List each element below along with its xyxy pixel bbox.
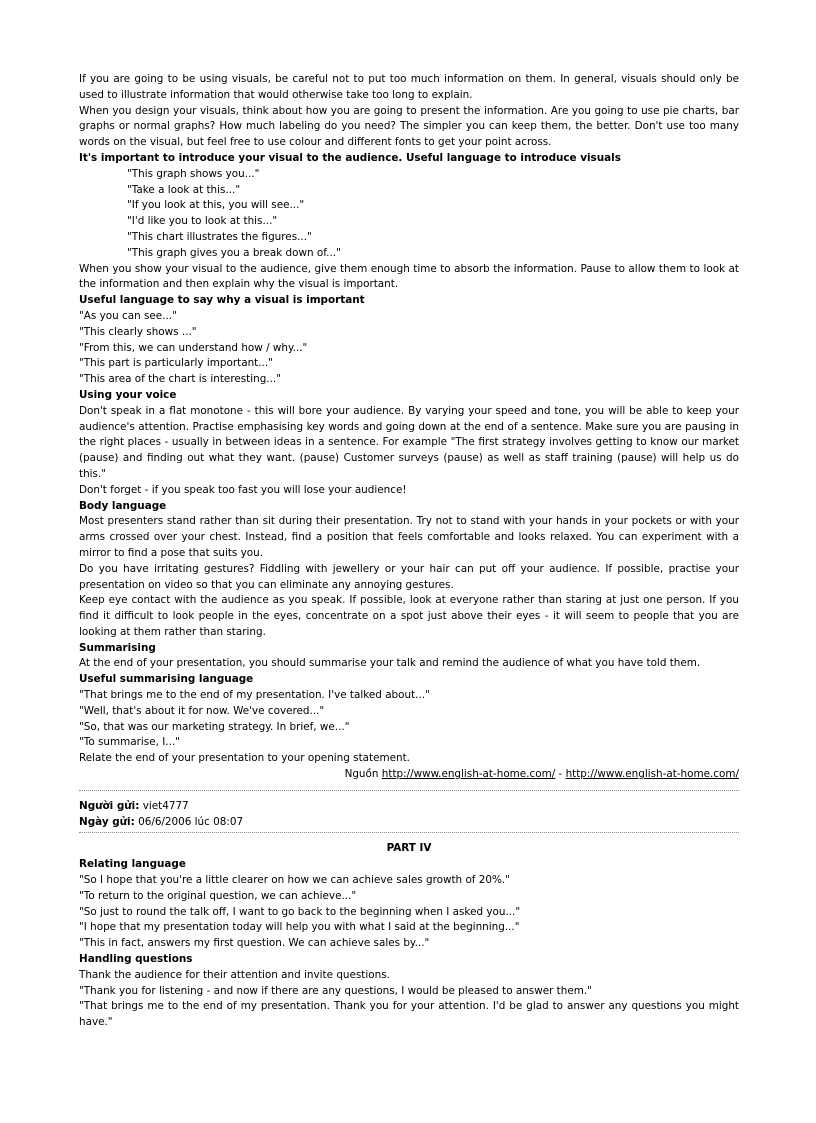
post-meta: [79, 799, 739, 831]
intro-phrase: "This chart illustrates the figures...": [127, 230, 312, 243]
relating-phrase: "This in fact, answers my first question. We can achieve sales by...": [79, 937, 430, 950]
summarising-language-heading: Useful summarising language: [79, 673, 254, 686]
voice-heading: Using your voice: [79, 388, 177, 401]
why-phrase: "From this, we can understand how / why...": [79, 341, 308, 354]
body-paragraph-1: Most presenters stand rather than sit during their presentation. Try not to stand with your hands in your pockets or with your arms crossed over your chest. Instead, find a position that feels comfortable and looks relaxed. You can experiment with a mirror to find a pose that suits you.: [79, 515, 739, 559]
visuals-paragraph-3: When you show your visual to the audience, give them enough time to absorb the information. Pause to allow them to look at the information and then explain why the visual is important.: [79, 262, 739, 291]
summary-phrase: "To summarise, I...": [79, 736, 180, 749]
summary-phrase: "That brings me to the end of my presentation. I've talked about...": [79, 689, 430, 702]
questions-paragraph-1: Thank the audience for their attention and invite questions.: [79, 968, 390, 981]
questions-paragraph-3: "That brings me to the end of my presentation. Thank you for your attention. I'd be glad to answer any questions you might have.": [79, 1000, 739, 1029]
intro-phrase: "This graph shows you...": [127, 167, 260, 180]
body-language-heading: Body language: [79, 499, 167, 512]
relating-phrases-list: [79, 873, 739, 952]
source-dash: -: [558, 768, 563, 781]
intro-visuals-heading: It's important to introduce your visual to the audience. Useful language to introduce visuals: [79, 151, 621, 164]
summary-paragraph: At the end of your presentation, you should summarise your talk and remind the audience of what you have told them.: [79, 657, 701, 670]
post-date: 06/6/2006 lúc 08:07: [138, 815, 244, 828]
relating-phrase: "So just to round the talk off, I want to go back to the beginning when I asked you...": [79, 905, 521, 918]
visuals-paragraph-2: When you design your visuals, think about how you are going to present the information. Are you going to use pie charts, bar graphs or normal graphs? How much labeling do you need? The simpler you can keep them, the better. Don't use too many words on the visual, but feel free to use colour and different fonts to get your point across.: [79, 104, 739, 149]
relating-phrase: "To return to the original question, we can achieve...": [79, 889, 357, 902]
summarising-heading: Summarising: [79, 641, 156, 654]
sender-label: Người gửi:: [79, 799, 140, 812]
why-phrases-list: [79, 309, 739, 388]
why-phrase: "This area of the chart is interesting...": [79, 373, 281, 386]
date-label: Ngày gửi:: [79, 815, 135, 828]
summary-phrases-list: [79, 688, 739, 767]
relating-language-heading: Relating language: [79, 858, 186, 871]
relating-phrase: "So I hope that you're a little clearer on how we can achieve sales growth of 20%.": [79, 874, 510, 887]
visuals-paragraph-1: If you are going to be using visuals, be careful not to put too much information on them. In general, visuals should only be used to illustrate information that would otherwise take too long to explain.: [79, 73, 739, 101]
source-link-1[interactable]: http://www.english-at-home.com/: [381, 768, 556, 781]
intro-phrase: "If you look at this, you will see...": [127, 199, 305, 212]
source-link-2[interactable]: http://www.english-at-home.com/: [565, 768, 739, 781]
summary-phrase: "So, that was our marketing strategy. In brief, we...": [79, 720, 350, 733]
body-paragraph-2: Do you have irritating gestures? Fiddling with jewellery or your hair can put off your audience. If possible, practise your presentation on video so that you can eliminate any annoying gestures.: [79, 562, 739, 591]
why-phrase: "This part is particularly important...": [79, 357, 273, 370]
body-paragraph-3: Keep eye contact with the audience as you speak. If possible, look at everyone rather than staring at just one person. If you find it difficult to look people in the eyes, concentrate on a spot just above their eyes - it will seem to people that you are looking at them rather than staring.: [79, 594, 739, 638]
sender-name: viet4777: [142, 799, 189, 812]
why-phrase: "This clearly shows ...": [79, 325, 197, 338]
source-label: Nguồn: [344, 768, 379, 781]
intro-phrase: "I'd like you to look at this...": [127, 215, 278, 228]
voice-paragraph-1: Don't speak in a flat monotone - this will bore your audience. By varying your speed and tone, you will be able to keep your audience's attention. Practise emphasising key words and going down at the end of a sentence. Make sure you are pausing in the right places - usually in between ideas in a sentence. For example "The first strategy involves getting to know our market (pause) and finding out what they want. (pause) Customer surveys (pause) as well as staff training (pause) will help us do this.": [79, 404, 739, 480]
date-line: [79, 815, 739, 831]
intro-phrase: "This graph gives you a break down of...": [127, 246, 341, 259]
intro-phrase: "Take a look at this...": [127, 183, 241, 196]
divider: [79, 790, 739, 791]
sender-line: [79, 799, 739, 815]
part-title: PART IV: [386, 842, 432, 855]
handling-questions-heading: Handling questions: [79, 953, 193, 966]
why-visual-heading: Useful language to say why a visual is important: [79, 294, 365, 307]
divider: [79, 832, 739, 833]
questions-paragraph-2: "Thank you for listening - and now if there are any questions, I would be pleased to answer them.": [79, 984, 592, 997]
summary-phrase: "Well, that's about it for now. We've covered...": [79, 704, 325, 717]
document-page: [79, 72, 739, 1031]
intro-phrases-list: [79, 167, 739, 262]
source-line: [79, 767, 739, 783]
why-phrase: "As you can see...": [79, 309, 177, 322]
summary-closing: Relate the end of your presentation to your opening statement.: [79, 752, 410, 765]
relating-phrase: "I hope that my presentation today will help you with what I said at the beginning...": [79, 921, 520, 934]
voice-paragraph-2: Don't forget - if you speak too fast you will lose your audience!: [79, 483, 407, 496]
